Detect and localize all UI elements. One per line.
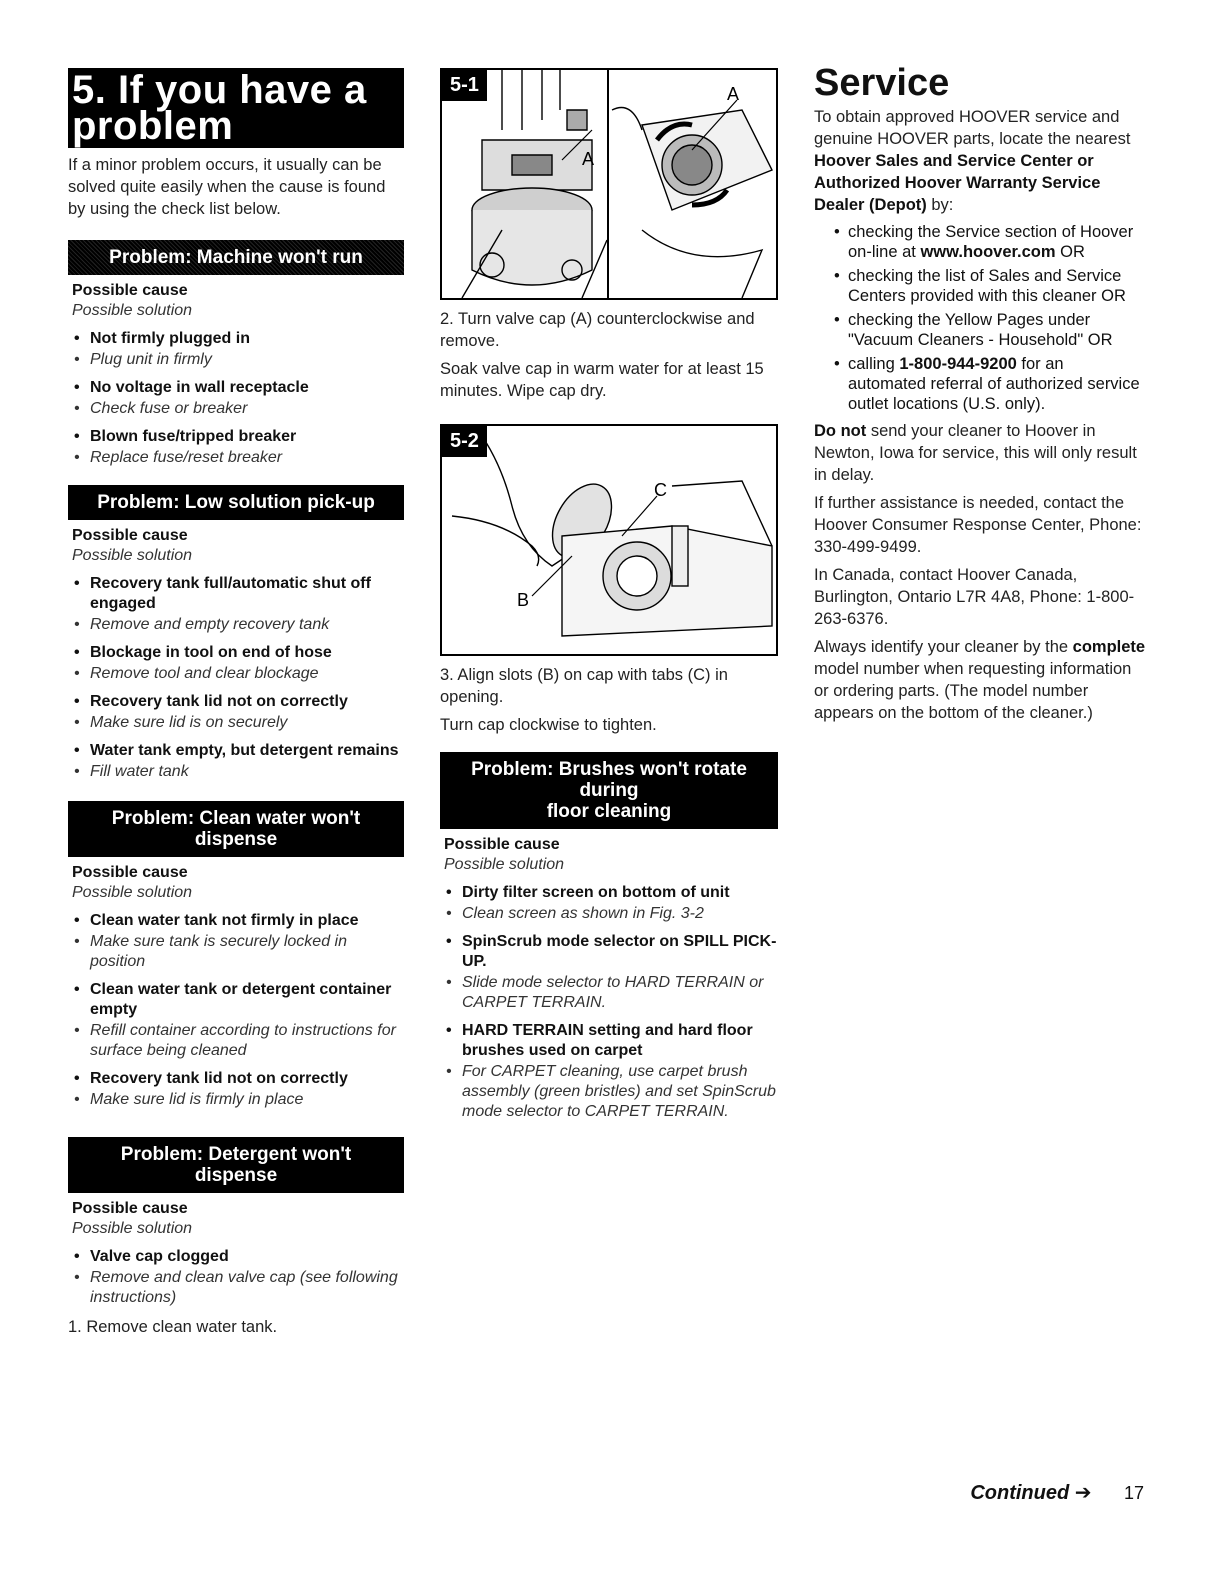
cause-item: • Valve cap clogged	[68, 1247, 404, 1267]
service-option: • checking the list of Sales and Service Centers provided with this cleaner OR	[814, 266, 1146, 306]
label-a-right: A	[727, 84, 740, 104]
section-title	[68, 68, 404, 148]
filter-cap-illustration	[442, 426, 776, 654]
cause-item: • Recovery tank lid not on correctly	[68, 692, 404, 712]
problem-heading-clean-water	[68, 801, 404, 857]
step-2-text: 2. Turn valve cap (A) counterclockwise and remove.	[440, 310, 755, 350]
step-1-text: 1. Remove clean water tank.	[68, 1318, 278, 1336]
step-2b-text: Soak valve cap in warm water for at least 15 minutes. Wipe cap dry.	[440, 360, 764, 400]
service-option	[814, 222, 1146, 262]
service-option-text: for an automated referral of authorized service outlet locations (U.S. only).	[848, 355, 1140, 413]
cause-item: • Clean water tank not firmly in place	[68, 911, 404, 931]
possible-solution-label: Possible solution	[72, 884, 193, 901]
solution-item: • Remove and empty recovery tank	[68, 615, 404, 635]
service-intro-bold: Hoover Sales and Service Center or Authorized Hoover Warranty Service Dealer (Depot)	[814, 152, 1101, 214]
solution-item: • Make sure lid is firmly in place	[68, 1090, 404, 1110]
problem-heading-text: dispense	[194, 829, 278, 850]
figure-5-2	[440, 424, 778, 656]
solution-item: • Remove tool and clear blockage	[68, 664, 404, 684]
possible-cause-label: Possible cause	[72, 282, 188, 299]
service-model-bold: complete	[1072, 638, 1146, 656]
problem-heading-wont-run	[68, 240, 404, 275]
problem-list-brushes	[440, 883, 778, 1122]
possible-solution-label: Possible solution	[72, 1220, 193, 1237]
possible-solution-label: Possible solution	[72, 302, 193, 319]
solution-item: • Make sure tank is securely locked in position	[68, 932, 404, 972]
cause-item: • Dirty filter screen on bottom of unit	[440, 883, 778, 903]
problem-heading-brushes	[440, 752, 778, 829]
problem-heading-text: Problem: Clean water won't	[111, 808, 361, 829]
label-b: B	[517, 590, 530, 610]
cause-item: • SpinScrub mode selector on SPILL PICK-UP.	[440, 932, 778, 972]
possible-solution-label: Possible solution	[444, 856, 565, 873]
service-option-text: checking the Service section of Hoover on-line at	[848, 223, 1134, 261]
label-a-left: A	[582, 149, 595, 169]
solution-item: • Check fuse or breaker	[68, 399, 404, 419]
problem-heading-text: dispense	[194, 1165, 278, 1186]
middle-column	[440, 68, 778, 1123]
problem-list-detergent	[68, 1247, 404, 1308]
possible-solution-label: Possible solution	[72, 547, 193, 564]
service-model-text: Always identify your cleaner by the	[814, 638, 1073, 656]
page-number: 17	[1123, 1483, 1144, 1503]
possible-cause-label: Possible cause	[72, 864, 188, 881]
valve-cap-illustration	[442, 70, 776, 298]
solution-item: • Refill container according to instructions for surface being cleaned	[68, 1021, 404, 1061]
service-warning	[814, 420, 1146, 486]
service-option-text: calling	[848, 355, 900, 373]
solution-item: • Replace fuse/reset breaker	[68, 448, 404, 468]
possible-cause-label: Possible cause	[444, 836, 560, 853]
solution-item: • Remove and clean valve cap (see following instructions)	[68, 1268, 404, 1308]
problem-list-low-pickup	[68, 574, 404, 782]
problem-heading-text: floor cleaning	[546, 801, 672, 822]
hoover-website-link[interactable]: www.hoover.com	[920, 243, 1056, 261]
continued-label: Continued ➔	[970, 1482, 1092, 1504]
phone-number: 1-800-944-9200	[899, 355, 1017, 373]
solution-item: • Make sure lid is on securely	[68, 713, 404, 733]
cause-item: • Recovery tank lid not on correctly	[68, 1069, 404, 1089]
possible-cause-label: Possible cause	[72, 527, 188, 544]
intro-text: If a minor problem occurs, it usually can be solved quite easily when the cause is found by using the check list below.	[68, 156, 386, 218]
step-3b-text: Turn cap clockwise to tighten.	[440, 716, 657, 734]
service-intro-text: by:	[926, 196, 954, 214]
problem-heading-text: Problem: Low solution pick-up	[97, 492, 375, 513]
cause-item: • Blockage in tool on end of hose	[68, 643, 404, 663]
section-title-line: problem	[72, 104, 234, 148]
service-option: • checking the Yellow Pages under "Vacuum Cleaners - Household" OR	[814, 310, 1146, 350]
problem-heading-text: Problem: Detergent won't	[120, 1144, 352, 1165]
solution-item: • Clean screen as shown in Fig. 3-2	[440, 904, 778, 924]
solution-item: • Fill water tank	[68, 762, 404, 782]
possible-cause-label: Possible cause	[72, 1200, 188, 1217]
section-title-line: 5. If you have a	[72, 68, 367, 112]
cause-item: • Blown fuse/tripped breaker	[68, 427, 404, 447]
cause-item: • HARD TERRAIN setting and hard floor brushes used on carpet	[440, 1021, 778, 1061]
service-warning-text: send your cleaner to Hoover in Newton, Iowa for service, this will only result in delay.	[814, 422, 1137, 484]
solution-item: • Slide mode selector to HARD TERRAIN or CARPET TERRAIN.	[440, 973, 778, 1013]
service-model-text: model number when requesting information or ordering parts. (The model number appears on the bottom of the cleaner.)	[814, 660, 1132, 722]
service-title: Service	[814, 62, 950, 104]
step-3-text: 3. Align slots (B) on cap with tabs (C) in opening.	[440, 666, 728, 706]
figure-tag: 5-2	[442, 426, 487, 457]
label-c: C	[654, 480, 667, 500]
left-column	[68, 68, 404, 1344]
service-option	[814, 354, 1146, 414]
cause-item: • No voltage in wall receptacle	[68, 378, 404, 398]
problem-heading-low-pickup	[68, 485, 404, 520]
cause-item: • Water tank empty, but detergent remains	[68, 741, 404, 761]
service-assistance: If further assistance is needed, contact the Hoover Consumer Response Center, Phone: 330-499-9499.	[814, 494, 1142, 556]
right-column	[814, 62, 1146, 730]
cause-item: • Recovery tank full/automatic shut off engaged	[68, 574, 404, 614]
service-warning-bold: Do not	[814, 422, 867, 440]
solution-item: • Plug unit in firmly	[68, 350, 404, 370]
service-option-text: OR	[1055, 243, 1085, 261]
figure-tag: 5-1	[442, 70, 487, 101]
service-model-number	[814, 636, 1146, 724]
solution-item: • For CARPET cleaning, use carpet brush assembly (green bristles) and set SpinScrub mode selector to CARPET TERRAIN.	[440, 1062, 778, 1122]
figure-5-1	[440, 68, 778, 300]
problem-heading-text: Problem: Brushes won't rotate during	[471, 759, 747, 801]
problem-list-clean-water	[68, 911, 404, 1110]
problem-heading-detergent	[68, 1137, 404, 1193]
service-intro-text: To obtain approved HOOVER service and genuine HOOVER parts, locate the nearest	[814, 108, 1131, 148]
cause-item: • Clean water tank or detergent container empty	[68, 980, 404, 1020]
page-footer	[900, 1480, 1144, 1505]
problem-heading-text: Problem: Machine won't run	[109, 247, 363, 268]
service-intro	[814, 106, 1146, 216]
service-canada: In Canada, contact Hoover Canada, Burlington, Ontario L7R 4A8, Phone: 1-800-263-6376.	[814, 566, 1135, 628]
cause-item: • Not firmly plugged in	[68, 329, 404, 349]
service-options-list	[814, 222, 1146, 414]
problem-list-wont-run	[68, 329, 404, 468]
